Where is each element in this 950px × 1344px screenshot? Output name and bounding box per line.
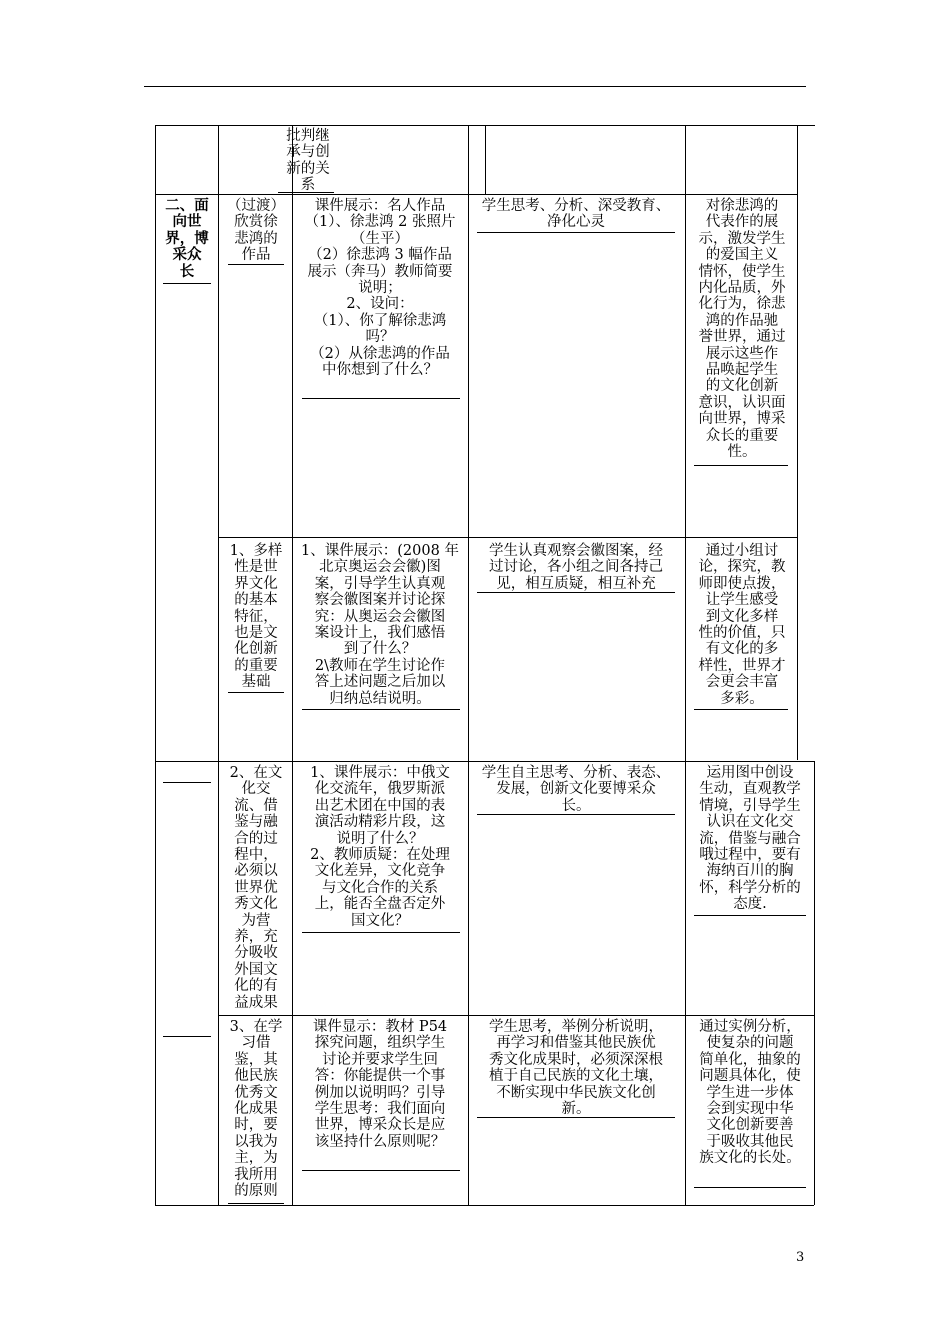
underline — [163, 283, 211, 284]
student-activity-cell: 学生思考，举例分析说明， 再学习和借鉴其他民族优 秀文化成果时，必须深深根 植于自己民族的文化土壤， 不断实现中华民族文化创 新。 — [489, 1019, 663, 1118]
top-row-divider — [485, 125, 486, 195]
column-divider-2 — [292, 125, 293, 1205]
underline — [228, 1203, 284, 1204]
page-number: 3 — [796, 1250, 805, 1265]
underline — [228, 264, 284, 265]
design-intent-cell: 运用图中创设 生动，直观教学 情境，引导学生 认识在文化交 流，借鉴与融合 哦过程中，要有 海纳百川的胸 怀，科学分析的 态度. — [699, 765, 801, 913]
column-divider-4 — [685, 125, 686, 1205]
design-intent-cell: 通过小组讨 论，探究，教 师即使点拨， 让学生感受 到文化多样 性的价值，只 有文化的多 样性，世界才 会更会丰富 多彩。 — [698, 543, 786, 707]
underline — [163, 1036, 211, 1037]
underline — [228, 692, 284, 693]
underline — [302, 709, 460, 710]
underline — [477, 1117, 675, 1118]
underline — [163, 782, 211, 783]
student-activity-cell: 学生自主思考、分析、表态、 发展，创新文化要博采众 长。 — [481, 765, 671, 814]
table-border-bottom — [155, 1205, 814, 1206]
section-title-cell: 二、面 向世 界，博 采众 长 — [165, 197, 209, 280]
design-intent-cell: 对徐悲鸿的 代表作的展 示，激发学生 的爱国主义 情怀，使学生 内化品质，外 化行为，徐悲 鸿的作品驰 誉世界，通过 展示这些作 品唤起学生 的文化创新 意识，认识面 向世界，博采 众长的重要 性。 — [698, 198, 786, 461]
table-border-right-upper — [797, 125, 798, 760]
student-activity-cell: 学生认真观察会徽图案，经 过讨论，各小组之间各持己 见，相互质疑，相互补充 — [489, 543, 663, 592]
row-divider-b — [218, 537, 797, 538]
underline — [694, 915, 806, 916]
underline — [477, 232, 675, 233]
header-rule — [144, 86, 806, 87]
content-cell: 3、在学 习借 鉴，其 他民族 优秀文 化成果 时，要 以我为 主，为 我所用 的原则 — [229, 1019, 283, 1200]
content-cell-top: 批判继 承与创 新的关 系 — [286, 128, 330, 194]
underline — [302, 932, 460, 933]
underline — [694, 465, 788, 466]
row-divider-d — [218, 1015, 814, 1016]
underline — [477, 814, 675, 815]
underline — [694, 709, 788, 710]
design-intent-cell: 通过实例分析， 使复杂的问题 简单化，抽象的 问题具体化，使 学生进一步体 会到实现中华 文化创新要善 于吸收其他民 族文化的长处。 — [699, 1019, 801, 1167]
table-border-top — [155, 125, 815, 126]
teacher-activity-cell: 1、课件展示：(2008 年 北京奥运会会徽)图 案，引导学生认真观 察会徽图案并讨论探 究：从奥运会会徽图 案设计上，我们感悟 到了什么？ 2\教师在学生讨论作 答上述问题之后加以 归纳总结说明。 — [301, 543, 459, 707]
content-cell: 2、在文 化交 流、借 鉴与融 合的过 程中， 必须以 世界优 秀文化 为营 养，充 分吸收 外国文 化的有 益成果 — [229, 765, 283, 1011]
content-cell: 1、多样 性是世 界文化 的基本 特征， 也是文 化创新 的重要 基础 — [229, 543, 283, 691]
student-activity-cell: 学生思考、分析、深受教育、 净化心灵 — [481, 198, 671, 231]
table-border-left — [155, 125, 156, 1205]
teacher-activity-cell: 1、课件展示：中俄文 化交流年，俄罗斯派 出艺术团在中国的表 演活动精彩片段，这 说明了什么？ 2、教师质疑：在处理 文化差异，文化竞争 与文化合作的关系 上，能否全盘否定外 国文化？ — [310, 765, 450, 929]
underline — [302, 1170, 460, 1171]
teacher-activity-cell: 课件展示：名人作品 （1）、徐悲鸿 2 张照片 （生平） （2）徐悲鸿 3 幅作品 展示（奔马）教师简要 说明； 2、设问： （1）、你了解徐悲鸿 吗？ （2）从徐悲鸿的作品 中你想到了什么？ — [304, 198, 456, 379]
row-divider-a — [155, 194, 797, 195]
content-cell: （过渡） 欣赏徐 悲鸿的 作品 — [227, 198, 285, 264]
underline — [278, 192, 334, 193]
teacher-activity-cell: 课件显示：教材 P54 探究问题，组织学生 讨论并要求学生回 答：你能提供一个事 例加以说明吗？引导 学生思考：我们面向 世界，博采众长是应 该坚持什么原则呢？ — [312, 1019, 448, 1150]
underline — [694, 1187, 806, 1188]
underline — [302, 398, 460, 399]
row-divider-c — [155, 761, 814, 762]
table-border-right-lower — [814, 761, 815, 1205]
column-divider-3 — [468, 125, 469, 1205]
column-divider-1 — [218, 125, 219, 1205]
underline — [477, 592, 675, 593]
